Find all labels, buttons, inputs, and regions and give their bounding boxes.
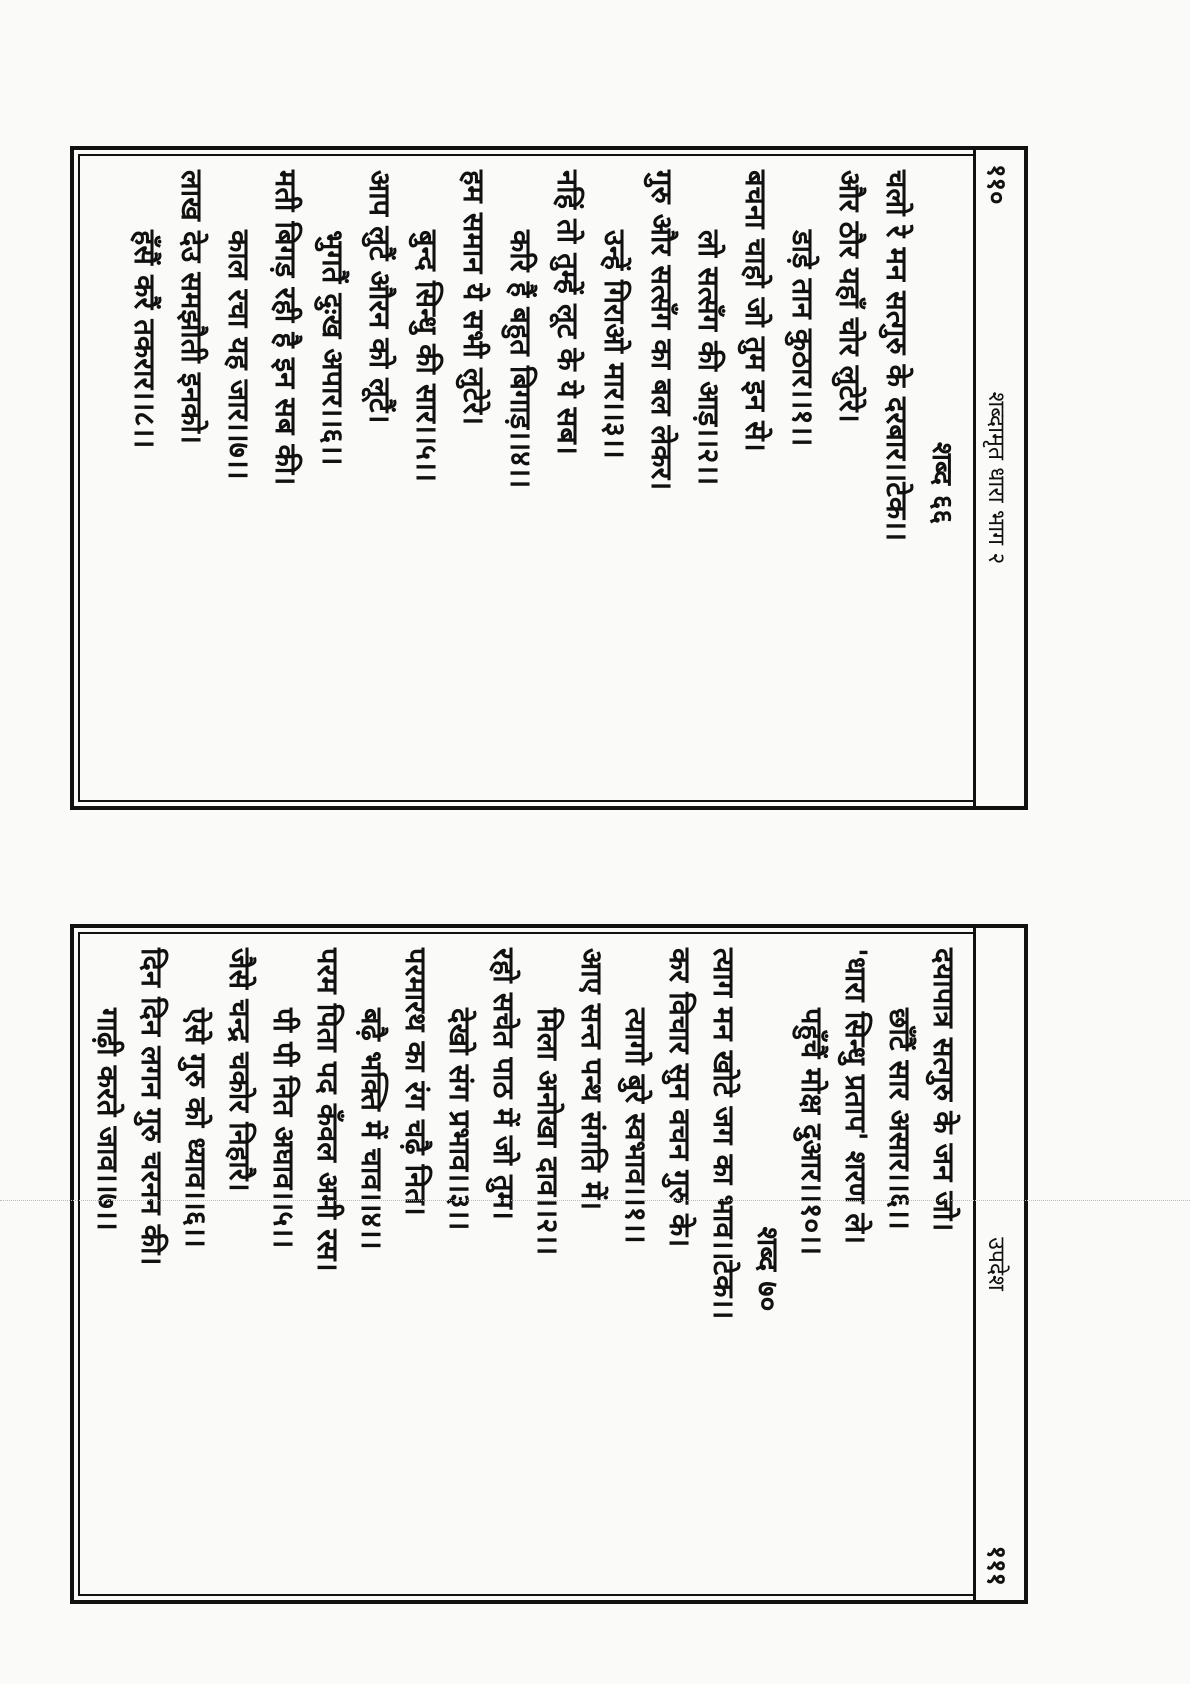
verse-line: पहुँचैं मोक्ष दुआर।।१०।। [795, 1008, 829, 1256]
right-header [973, 928, 1024, 1600]
verse-line: करि हैं बहुत बिगाड़।।४।। [504, 230, 538, 489]
verse-line: काल रचा यह जार।।७।। [222, 230, 256, 480]
verse-line: आप लुटैं औरन को लूटैं। [363, 170, 397, 424]
verse-line: गाढ़ी करते जाव।।७।। [91, 1008, 125, 1231]
verse-line: मिला अनोखा दाव।।२।। [531, 1008, 565, 1256]
shabd-title-left: शब्द ६६ [926, 441, 959, 525]
verse-line: 'धारा सिन्धु प्रताप' शरण ले। [839, 948, 873, 1245]
left-book-page [70, 146, 1028, 810]
right-running-head: उपदेश [983, 1237, 1009, 1291]
verse-line: बचना चाहो जो तुम इन से। [739, 170, 773, 452]
verse-line: त्याग मन खोटे जग का भाव।।टेक।। [707, 948, 741, 1320]
verse-line: रहो सचेत पाठ में जो तुम। [487, 948, 521, 1220]
verse-line: पी पी नित अघाव।।५।। [267, 1008, 301, 1249]
verse-line: लाख देउ समझौती इनको। [175, 170, 209, 445]
verse-line: हँसैं करैं तकरार।।८।। [128, 230, 162, 449]
left-running-head: शब्दामृत धारा भाग २ [983, 391, 1009, 565]
verse-line: उन्हें गिराओ मार।।३।। [598, 230, 632, 459]
verse-line: परमारथ का रंग चढ़ै नित। [399, 948, 433, 1216]
verse-line: जैसे चन्द्र चकोर निहारै। [223, 948, 257, 1192]
verse-line: छाँटैं सार असार।।६।। [883, 1008, 917, 1230]
verse-line: देखो संग प्रभाव।।३।। [443, 1008, 477, 1231]
left-verse [121, 170, 920, 796]
verse-line: आए सन्त पन्थ संगति में। [575, 948, 609, 1211]
verse-line: मती बिगड़ रही है इन सब की। [269, 170, 303, 486]
verse-line: बढ़ै भक्ति में चाव।।४।। [355, 1008, 389, 1250]
verse-line: शब्द ७० [751, 1226, 785, 1312]
verse-line: दिन दिन लगन गुरु चरनन की। [135, 948, 169, 1266]
right-page-number: १११ [981, 1545, 1011, 1586]
verse-line: ऐसे गुरु को ध्याव।।६।। [179, 1008, 213, 1248]
right-verse [86, 948, 966, 1590]
left-body [82, 170, 968, 796]
left-page-number: ११० [981, 164, 1011, 205]
verse-line: नहिं तो तुम्हें लूट के ये सब। [551, 170, 585, 455]
verse-line: बुन्द सिन्धु की सार।।५।। [410, 230, 444, 482]
fold-line [0, 1200, 1190, 1201]
right-body [82, 948, 966, 1590]
verse-line: चलो रे मन सत्गुरु के दरबार।।टेक।। [880, 170, 914, 542]
verse-line: भुगतैं दुःख अपार।।६।। [316, 230, 350, 466]
verse-line: डाड़े तान कुठार।।१।। [786, 230, 820, 447]
verse-line: हम समान ये सभी लुटेरे। [457, 170, 491, 426]
verse-line: कर विचार सुन वचन गुरु के। [663, 948, 697, 1248]
verse-line: परम पिता पद कँवल अमी रस। [311, 948, 345, 1272]
verse-line: लो सत्सँग की आड़।।२।। [692, 230, 726, 486]
verse-line: त्यागो बुरे स्वभाव।।१।। [619, 1008, 653, 1244]
verse-line: और ठौर यहाँ चोर लुटेरे। [833, 170, 867, 423]
right-book-page [70, 924, 1028, 1604]
verse-line: दयापात्र सत्गुरु के जन जो। [927, 948, 961, 1232]
verse-line: गुरु और सत्सँग का बल लेकर। [645, 170, 679, 491]
left-header [973, 150, 1024, 806]
